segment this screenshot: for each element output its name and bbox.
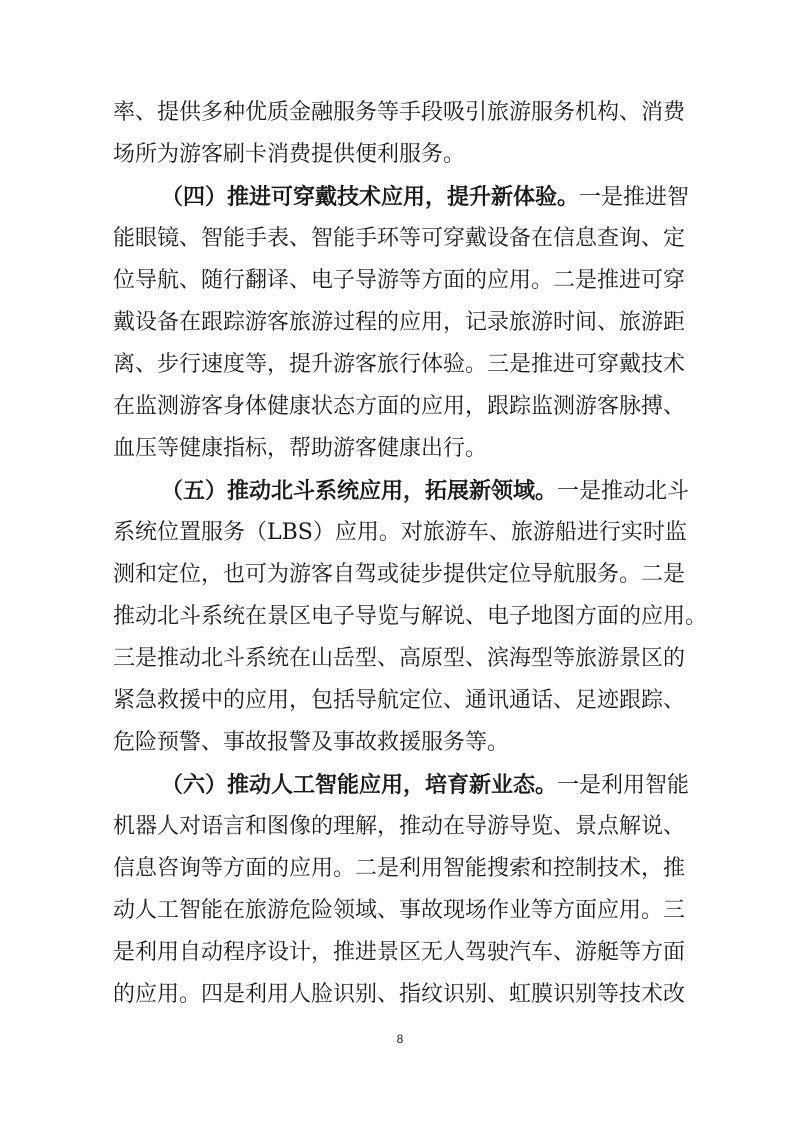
- line-text: 紧急救援中的应用，包括导航定位、通讯通话、足迹跟踪、: [113, 688, 686, 713]
- text-line: [113, 938, 686, 968]
- line-text: 戴设备在跟踪游客旅游过程的应用，记录旅游时间、旅游距: [113, 310, 686, 335]
- text-line: [113, 812, 686, 842]
- line-text: 三是推动北斗系统在山岳型、高原型、滨海型等旅游景区的: [113, 646, 686, 671]
- text-line: [113, 518, 687, 548]
- text-line: [113, 980, 686, 1010]
- line-text: 一是利用智能: [557, 773, 690, 798]
- line-text: 信息咨询等方面的应用。二是利用智能搜索和控制技术，推: [113, 856, 686, 881]
- section-heading: （五）推动北斗系统应用，拓展新领域。: [161, 478, 558, 504]
- text-line: [113, 140, 683, 170]
- text-line: [113, 98, 686, 128]
- text-line: [113, 266, 686, 296]
- section-heading-line: [161, 770, 690, 800]
- text-line: [113, 644, 686, 674]
- line-text: 一是推动北斗: [557, 479, 690, 504]
- line-text: 的应用。四是利用人脸识别、指纹识别、虹膜识别等技术改: [113, 982, 686, 1007]
- section-heading-line: [161, 182, 690, 212]
- line-text: 推动北斗系统在景区电子导览与解说、电子地图方面的应用。: [113, 604, 708, 629]
- line-text: 机器人对语言和图像的理解，推动在导游导览、景点解说、: [113, 814, 686, 839]
- section-heading: （四）推进可穿戴技术应用，提升新体验。: [161, 184, 580, 210]
- text-line: [113, 728, 683, 758]
- text-line: [113, 434, 683, 464]
- text-line: [113, 854, 686, 884]
- line-text: 测和定位，也可为游客自驾或徒步提供定位导航服务。二是: [113, 562, 686, 587]
- page-number: 8: [396, 1032, 404, 1046]
- text-line: [113, 560, 686, 590]
- line-text: 一是推进智: [579, 185, 690, 210]
- section-heading: （六）推动人工智能应用，培育新业态。: [161, 772, 558, 798]
- line-text: 动人工智能在旅游危险领域、事故现场作业等方面应用。三: [113, 898, 686, 923]
- line-text: 在监测游客身体健康状态方面的应用，跟踪监测游客脉搏、: [113, 394, 686, 419]
- text-line: [113, 350, 686, 380]
- text-line: [113, 392, 686, 422]
- line-text: 位导航、随行翻译、电子导游等方面的应用。二是推进可穿: [113, 268, 686, 293]
- line-text: 系统位置服务（LBS）应用。对旅游车、旅游船进行实时监: [113, 520, 687, 545]
- text-line: [113, 896, 686, 926]
- section-heading-line: [161, 476, 690, 506]
- text-line: [113, 686, 686, 716]
- text-line: [113, 602, 708, 632]
- text-line: [113, 308, 686, 338]
- line-text: 是利用自动程序设计，推进景区无人驾驶汽车、游艇等方面: [113, 940, 686, 965]
- line-text: 血压等健康指标，帮助游客健康出行。: [113, 436, 488, 461]
- text-line: [113, 224, 686, 254]
- line-text: 率、提供多种优质金融服务等手段吸引旅游服务机构、消费: [113, 100, 686, 125]
- line-text: 场所为游客刷卡消费提供便利服务。: [113, 142, 466, 167]
- line-text: 能眼镜、智能手表、智能手环等可穿戴设备在信息查询、定: [113, 226, 686, 251]
- line-text: 危险预警、事故报警及事故救援服务等。: [113, 730, 510, 755]
- line-text: 离、步行速度等，提升游客旅行体验。三是推进可穿戴技术: [113, 352, 686, 377]
